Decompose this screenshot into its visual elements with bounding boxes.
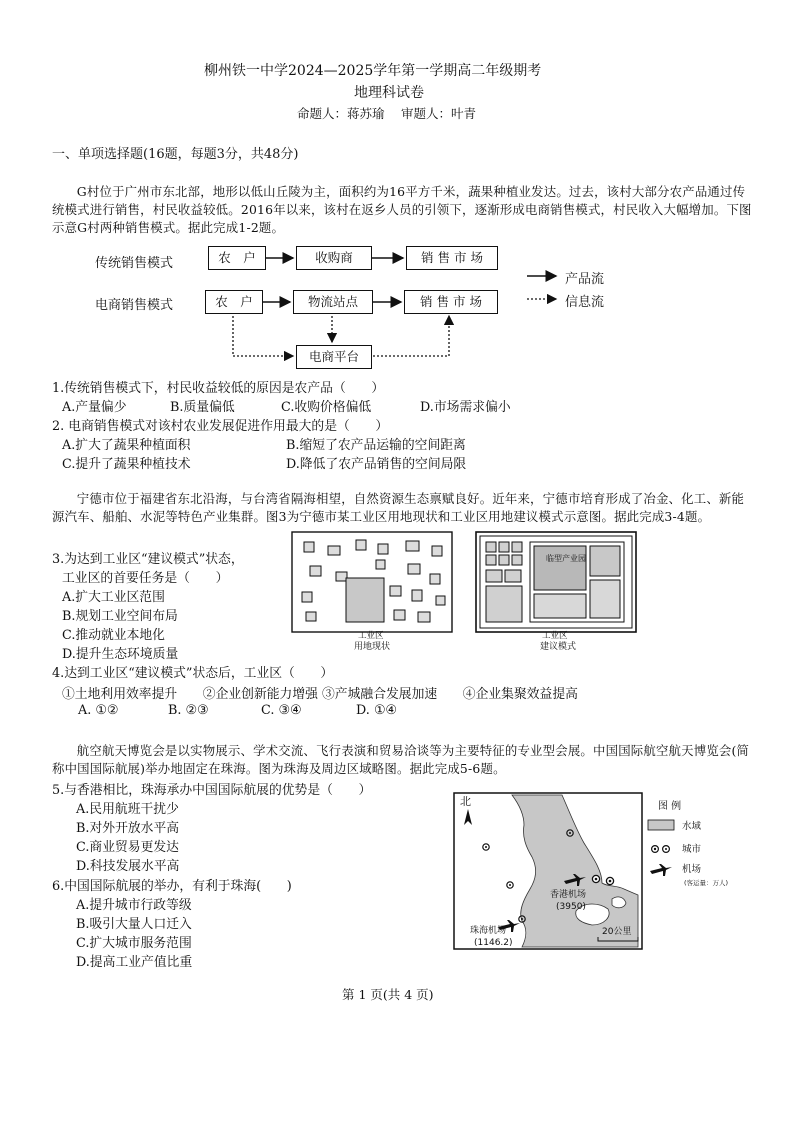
traditional-model-label: 传统销售模式 — [95, 256, 174, 271]
q1-option-d[interactable]: D.市场需求偏小 — [420, 400, 511, 415]
current-landuse-caption: 用地现状 — [354, 642, 391, 650]
q1-stem: 1.传统销售模式下，村民收益较低的原因是农产品（ ） — [52, 381, 385, 396]
q2-option-b[interactable]: B.缩短了农产品运输的空间距离 — [286, 438, 466, 453]
q3-option-b[interactable]: B.规划工业空间布局 — [62, 609, 178, 624]
q5-option-a[interactable]: A.民用航班干扰少 — [76, 802, 179, 817]
legend-water-swatch — [648, 820, 674, 830]
q5-option-b[interactable]: B.对外开放水平高 — [76, 821, 180, 836]
map-scale-label: 20公里 — [602, 927, 632, 937]
q1-option-b[interactable]: B.质量偏低 — [170, 400, 235, 415]
q5-option-d[interactable]: D.科技发展水平高 — [76, 859, 180, 874]
legend-city-label: 城市 — [682, 844, 702, 855]
q1-option-a[interactable]: A.产量偏少 — [62, 400, 127, 415]
q5-option-c[interactable]: C.商业贸易更发达 — [76, 840, 179, 855]
zh-airport-value: (1146.2) — [474, 938, 513, 948]
q6-option-c[interactable]: C.扩大城市服务范围 — [76, 936, 192, 951]
q4-option-d[interactable]: D. ①④ — [356, 703, 397, 718]
q2-option-c[interactable]: C.提升了蔬果种植技术 — [62, 457, 191, 472]
q4-statements: ①土地利用效率提升 ②企业创新能力增强 ③产城融合发展加速 ④企业集聚效益提高 — [62, 687, 578, 702]
q4-option-b[interactable]: B. ②③ — [168, 703, 209, 718]
legend-info-flow: 信息流 — [565, 295, 605, 310]
q6-option-b[interactable]: B.吸引大量人口迁入 — [76, 917, 192, 932]
hk-airport-value: (3950) — [556, 902, 586, 912]
q2-stem: 2. 电商销售模式对该村农业发展促进作用最大的是（ ） — [52, 419, 389, 434]
exam-title: 柳州铁一中学2024—2025学年第一学期高二年级期考 — [204, 63, 542, 79]
logistics-box: 物流站点 — [293, 290, 373, 314]
q3-option-c[interactable]: C.推动就业本地化 — [62, 628, 165, 643]
page-number: 第 1 页(共 4 页) — [342, 987, 434, 1002]
north-label: 北 — [460, 795, 471, 808]
legend-product-flow: 产品流 — [565, 272, 605, 287]
industrial-zone-figure — [290, 530, 650, 650]
farmer-box-ecommerce: 农 户 — [205, 290, 263, 314]
zh-airport-label: 珠海机场 — [470, 926, 507, 936]
zhuhai-region-map — [452, 791, 744, 951]
buyer-box: 收购商 — [296, 246, 372, 270]
proposed-model-caption: 建议模式 — [540, 642, 577, 650]
q2-option-d[interactable]: D.降低了农产品销售的空间局限 — [286, 457, 467, 472]
q5-stem: 5.与香港相比，珠海承办中国国际航展的优势是（ ） — [52, 783, 372, 798]
q3-stem-line1: 3.为达到工业区“建议模式”状态， — [52, 552, 244, 567]
legend-airport-note: (客运量：万人) — [684, 879, 729, 887]
q4-option-a[interactable]: A. ①② — [78, 703, 119, 718]
market-box-ecommerce: 销 售 市 场 — [404, 290, 498, 314]
section-heading: 一、单项选择题(16题，每题3分，共48分) — [52, 147, 299, 162]
passage-1: G村位于广州市东北部，地形以低山丘陵为主，面积约为16平方千米，蔬果种植业发达。过去，该村大部分农产品通过传统模式进行销售，村民收益较低。2016年以来，该村在返乡人员的引领下，逐渐形成电商销售模式，村民收入大幅增加。下图示意G村两种销售模式。据此完成1-2题。 — [52, 184, 752, 235]
q6-option-d[interactable]: D.提高工业产值比重 — [76, 955, 193, 970]
q3-option-a[interactable]: A.扩大工业区范围 — [62, 590, 165, 605]
q3-stem-line2: 工业区的首要任务是（ ） — [62, 571, 229, 586]
q2-option-a[interactable]: A.扩大了蔬果种植面积 — [62, 438, 191, 453]
q6-option-a[interactable]: A.提升城市行政等级 — [76, 898, 192, 913]
exam-authors: 命题人：蒋苏瑜 审题人：叶青 — [297, 106, 476, 121]
legend-title: 图 例 — [658, 801, 682, 812]
passage-2: 宁德市位于福建省东北沿海，与台湾省隔海相望，自然资源生态禀赋良好。近年来，宁德市培育形成了冶金、化工、新能源汽车、船舶、水泥等特色产业集群。图3为宁德市某工业区用地现状和工业区用地建议模式示意图。据此完成3-4题。 — [52, 491, 745, 524]
ecommerce-model-label: 电商销售模式 — [95, 298, 174, 313]
q3-option-d[interactable]: D.提升生态环境质量 — [62, 647, 179, 662]
left-zone-label: 工业区 — [358, 631, 384, 641]
park-label: 临型产业园 — [546, 554, 586, 563]
q6-stem: 6.中国国际航展的举办，有利于珠海( ) — [52, 879, 292, 894]
legend-airport-icon — [650, 864, 672, 876]
exam-subject: 地理科试卷 — [354, 85, 424, 101]
q4-option-c[interactable]: C. ③④ — [261, 703, 302, 718]
legend-airport-label: 机场 — [682, 864, 702, 875]
flow-arrows — [0, 0, 793, 400]
q1-option-c[interactable]: C.收购价格偏低 — [281, 400, 372, 415]
right-zone-label: 工业区 — [542, 631, 568, 641]
passage-3: 航空航天博览会是以实物展示、学术交流、飞行表演和贸易洽谈等为主要特征的专业型会展。中国国际航空航天博览会(简称中国国际航展)举办地固定在珠海。图为珠海及周边区域略图。据此完成5-6题。 — [52, 743, 750, 776]
hk-airport-label: 香港机场 — [550, 890, 587, 900]
q4-stem: 4.达到工业区“建议模式”状态后，工业区（ ） — [52, 666, 334, 681]
legend-water-label: 水域 — [682, 821, 702, 832]
platform-box: 电商平台 — [296, 345, 372, 369]
market-box-traditional: 销 售 市 场 — [406, 246, 498, 270]
farmer-box-traditional: 农 户 — [208, 246, 266, 270]
